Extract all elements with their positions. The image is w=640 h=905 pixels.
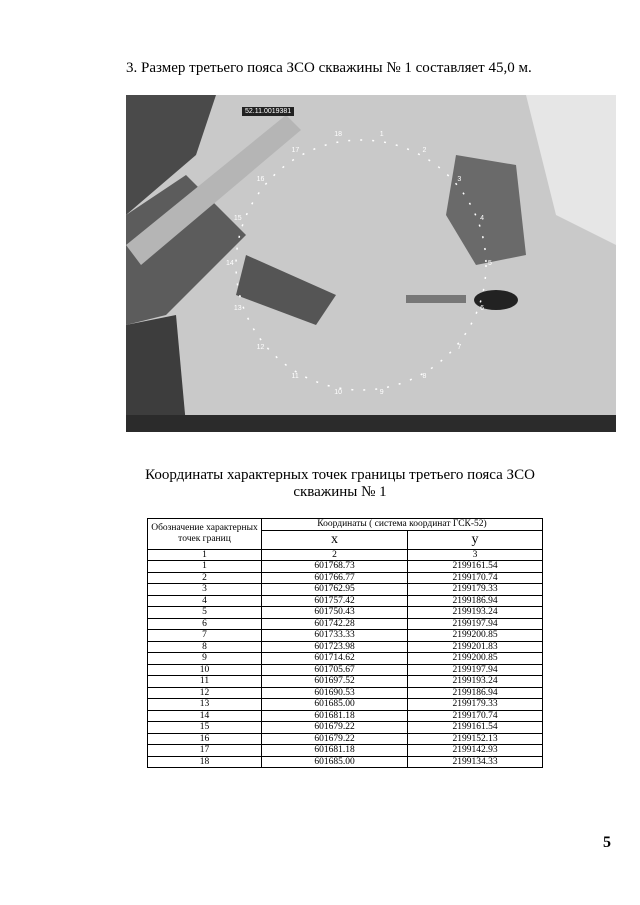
point-number-cell: 14 [148,710,262,722]
x-cell: 601681.18 [262,710,408,722]
point-number-cell: 2 [148,572,262,584]
x-cell: 601742.28 [262,618,408,630]
map-point-label: 1 [379,130,384,138]
y-header: у [408,530,543,549]
map-point-label: 11 [291,373,299,381]
map-point-label: 15 [233,215,242,223]
y-cell: 2199170.74 [408,572,543,584]
y-cell: 2199201.83 [408,641,543,653]
y-cell: 2199179.33 [408,584,543,596]
table-row [148,733,543,745]
coordinates-table [147,518,543,768]
map-point-label: 5 [488,260,492,267]
y-cell: 2199200.85 [408,630,543,642]
x-cell: 601714.62 [262,653,408,665]
y-cell: 2199193.24 [408,676,543,688]
y-cell: 2199186.94 [408,687,543,699]
index-row [148,549,543,561]
y-cell: 2199134.33 [408,756,543,768]
index-cell: 2 [262,549,408,561]
y-cell: 2199197.94 [408,618,543,630]
map-point-label: 4 [480,215,484,223]
point-number-cell: 3 [148,584,262,596]
point-number-cell: 17 [148,745,262,757]
table-row [148,584,543,596]
map-point-label: 3 [457,175,462,183]
x-cell: 601762.95 [262,584,408,596]
map-point-label: 2 [422,146,427,154]
map-point-label: 10 [334,389,343,396]
map-label: 52.11.0019381 [242,107,294,116]
map-point-label: 7 [457,344,462,352]
satellite-map [126,95,616,432]
map-point-label: 13 [233,304,242,312]
map-point-label: 18 [334,130,343,138]
y-cell: 2199161.54 [408,561,543,573]
heading-line: 3. Размер третьего пояса ЗСО скважины № 1 составляет 45,0 м. [126,60,532,76]
point-number-cell: 9 [148,653,262,665]
table-row [148,607,543,619]
map-point-label: 17 [291,146,300,154]
table-title [120,467,560,501]
point-number-cell: 5 [148,607,262,619]
point-number-cell: 18 [148,756,262,768]
x-cell: 601733.33 [262,630,408,642]
x-cell: 601685.00 [262,756,408,768]
index-cell: 1 [148,549,262,561]
y-cell: 2199186.94 [408,595,543,607]
x-cell: 601679.22 [262,733,408,745]
table-row [148,687,543,699]
x-cell: 601685.00 [262,699,408,711]
table-row [148,641,543,653]
table-row [148,595,543,607]
map-point-label: 6 [480,304,484,312]
point-number-cell: 4 [148,595,262,607]
y-cell: 2199179.33 [408,699,543,711]
col1-header: Обозначение характерных точек границ [148,519,262,550]
table-row [148,699,543,711]
x-cell: 601766.77 [262,572,408,584]
x-cell: 601705.67 [262,664,408,676]
x-cell: 601750.43 [262,607,408,619]
table-row [148,676,543,688]
map-image [126,95,616,432]
point-number-cell: 8 [148,641,262,653]
x-cell: 601681.18 [262,745,408,757]
x-cell: 601768.73 [262,561,408,573]
x-header: x [262,530,408,549]
y-cell: 2199197.94 [408,664,543,676]
point-number-cell: 6 [148,618,262,630]
y-cell: 2199161.54 [408,722,543,734]
point-number-cell: 16 [148,733,262,745]
table-title-line1: Координаты характерных точек границы третьего пояса ЗСО [145,467,535,483]
x-cell: 601697.52 [262,676,408,688]
table-row [148,561,543,573]
coords-header: Координаты ( система координат ГСК-52) [262,519,543,531]
map-point-label: 16 [256,175,265,183]
point-number-cell: 12 [148,687,262,699]
x-cell: 601679.22 [262,722,408,734]
table-row [148,756,543,768]
table-row [148,618,543,630]
map-point-label: 9 [379,389,384,396]
x-cell: 601757.42 [262,595,408,607]
map-point-label: 12 [256,344,265,352]
point-number-cell: 15 [148,722,262,734]
table-row [148,710,543,722]
point-number-cell: 1 [148,561,262,573]
page-number: 5 [603,834,611,851]
y-cell: 2199152.13 [408,733,543,745]
y-cell: 2199142.93 [408,745,543,757]
y-cell: 2199193.24 [408,607,543,619]
table-row [148,664,543,676]
point-number-cell: 11 [148,676,262,688]
x-cell: 601723.98 [262,641,408,653]
table-row [148,745,543,757]
point-number-cell: 7 [148,630,262,642]
y-cell: 2199200.85 [408,653,543,665]
table-row [148,722,543,734]
x-cell: 601690.53 [262,687,408,699]
table-row [148,630,543,642]
y-cell: 2199170.74 [408,710,543,722]
map-point-label: 14 [226,260,234,267]
point-number-cell: 13 [148,699,262,711]
table-row [148,572,543,584]
table-row [148,653,543,665]
index-cell: 3 [408,549,543,561]
table-title-line2: скважины № 1 [293,484,387,500]
point-number-cell: 10 [148,664,262,676]
map-point-label: 8 [422,373,427,381]
